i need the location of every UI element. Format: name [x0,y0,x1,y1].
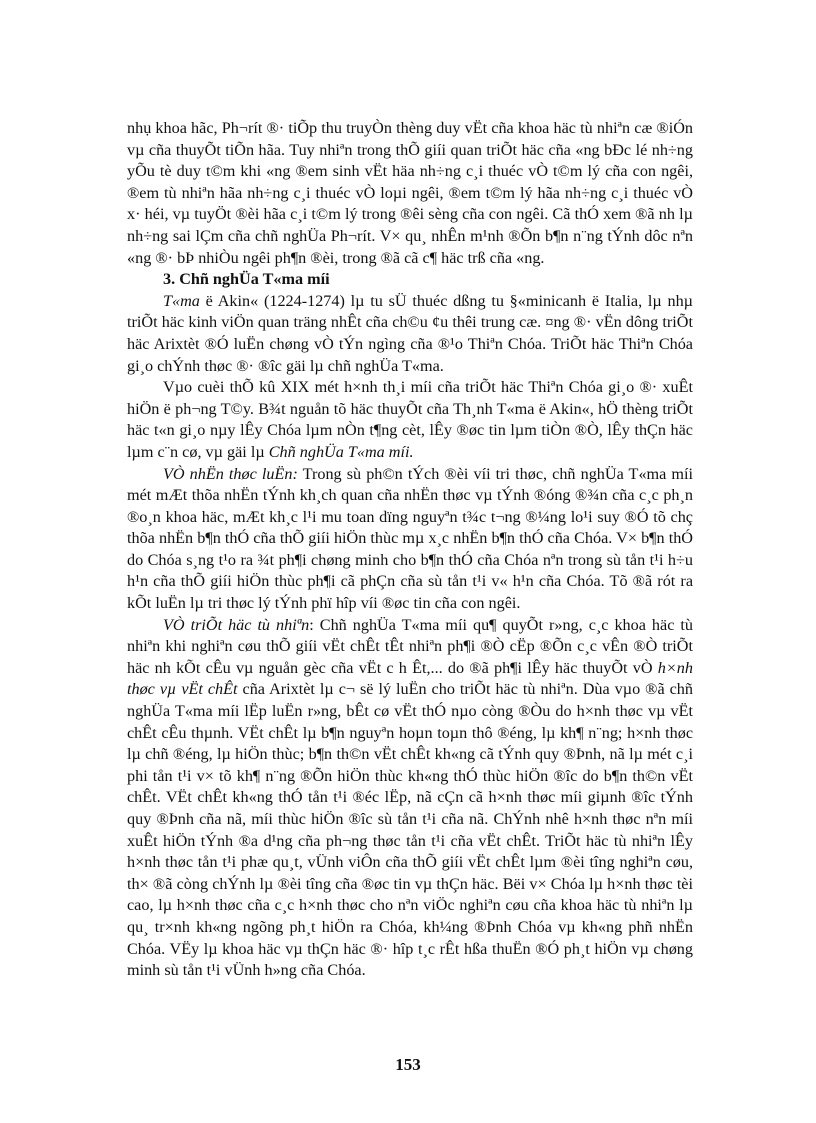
paragraph [127,377,693,463]
paragraph-text: Trong sù ph©n tÝch ®èi víi tri thøc, chñ nghÜa T«ma míi mét mÆt thõa nhËn tÝnh kh¸ch quan cña nhËn thøc vµ tÝnh ®óng ®¾n cña c¸c ph¸n ®o¸n khoa häc, mÆt kh¸c l¹i mu toan dïng nguyªn t¾c t¬ng ®¼ng lo¹i suy ®Ó tõ chç thõa nhËn b¶n thÓ cña thÕ giíi hiÖn thùc mµ x¸c nhËn b¶n thÓ cña Chóa. V× b¶n thÓ do Chóa s¸ng t¹o ra ¾t ph¶i chøng minh cho b¶n thÓ cña Chóa nªn trong sù tån t¹i h÷u h¹n cña thÕ giíi hiÖn thùc ph¶i cã phÇn cña sù tån t¹i v« h¹n cña Chóa. Tõ ®ã rót ra kÕt luËn lµ tri thøc lý tÝnh phï hîp víi ®øc tin cña con ngêi. [127,464,693,613]
paragraph [127,291,693,377]
body-text [127,118,693,982]
paragraph-text: : Chñ nghÜa T«ma míi qu¶ quyÕt r»ng, c¸c khoa häc tù nhiªn khi nghiªn cøu thÕ giíi vËt chÊt tÊt nhiªn ph¶i ®Ò cËp ®Õn c¸c vÊn ®Ò triÕt häc nh kÕt cÊu vµ nguån gèc cña vËt c h Êt,... do ®ã ph¶i lÊy häc thuyÕt vÒ [127,615,693,677]
emphasis-text: VÒ triÕt häc tù nhiªn [163,615,310,634]
paragraph [127,464,693,615]
paragraph-text: nhụ khoa hãc, Ph¬rít ®· tiÕp thu truyÒn thèng duy vËt cña khoa häc tù nhiªn cæ ®iÓn vµ cña thuyÕt tiÕn hãa. Tuy nhiªn trong thÕ giíi quan triÕt häc cña «ng bÐc lé nh÷ng yÕu tè duy t©m khi «ng ®em sinh vËt häa nh÷ng c¸i thuéc vÒ t©m lý cña con ngêi, ®em tù nhiªn hãa nh÷ng c¸i thuéc vÒ loµi ngêi, ®em t©m lý hãa nh÷ng c¸i thuéc vÒ x· héi, vµ tuyÖt ®èi hãa c¸i t©m lý trong ®êi sèng cña con ngêi. Cã thÓ xem ®ã nh lµ nh÷ng sai lÇm cña chñ nghÜa Ph¬rít. V× qu¸ nhÊn m¹nh ®Õn b¶n n¨ng tÝnh dôc nªn «ng ®· bÞ nhiÒu ngêi ph¶n ®èi, trong ®ã cã c¶ häc trß cña «ng. [127,119,693,267]
section-heading [127,269,693,291]
emphasis-text: h×nh thøc vµ vËt chÊt [127,658,693,699]
emphasis-text: T«ma [163,291,200,310]
emphasis-text: VÒ nhËn thøc luËn: [163,464,298,483]
paragraph-text: cña Arixtèt lµ c¬ së lý luËn cho triÕt häc tù nhiªn. Dùa vµo ®ã chñ nghÜa T«ma míi lËp luËn r»ng, bÊt cø vËt thÓ nµo còng ®Òu do h×nh thøc vµ vËt chÊt cÊu thµnh. VËt chÊt lµ b¶n nguyªn hoµn toµn thô ®éng, lµ kh¶ n¨ng; h×nh thøc lµ chñ ®éng, lµ hiÖn thùc; b¶n th©n vËt chÊt kh«ng cã tÝnh quy ®Þnh, nã lµ mét c¸i phi tån t¹i v× tõ kh¶ n¨ng ®Õn hiÖn thùc kh«ng thÓ thùc hiÖn ®îc do b¶n th©n vËt chÊt. VËt chÊt kh«ng thÓ tån t¹i ®éc lËp, nã cÇn cã h×nh thøc míi giµnh ®îc tÝnh quy ®Þnh cña nã, míi thùc hiÖn ®îc sù tån t¹i cña nã. ChÝnh nhê h×nh thøc nªn míi xuÊt hiÖn tÝnh ®a d¹ng cña ph¬ng thøc tån t¹i cña vËt chÊt. TriÕt häc tù nhiªn lÊy h×nh thøc tån t¹i phæ qu¸t, vÜnh viÔn cña thÕ giíi vËt chÊt lµm ®èi tîng nghiªn cøu, th× ®ã còng chÝnh lµ ®èi tîng cña ®øc tin vµ thÇn häc. Bëi v× Chóa lµ h×nh thøc tèi cao, lµ h×nh thøc cña c¸c h×nh thøc cho nªn viÖc nghiªn cøu cña khoa häc tù nhiªn lµ qu¸ tr×nh kh«ng ngõng ph¸t hiÖn ra Chóa, kh¼ng ®Þnh Chóa vµ kh«ng phñ nhËn Chóa. VËy lµ khoa häc vµ thÇn häc ®· hîp t¸c rÊt hßa thuËn ®Ó ph¸t hiÖn vµ chøng minh sù tån t¹i vÜnh h»ng cña Chóa. [127,680,693,980]
emphasis-text: Chñ nghÜa T«ma míi. [268,442,414,461]
page-number: 153 [395,1055,421,1074]
paragraph [127,118,693,269]
heading-text: 3. Chñ nghÜa T«ma míi [163,270,330,289]
paragraph [127,615,693,982]
paragraph-text: ë Akin« (1224-1274) lµ tu sÜ thuéc dßng tu §«minicanh ë Italia, lµ nhµ triÕt häc kinh viÖn quan träng nhÊt cña ch©u ¢u thêi trung cæ. ¤ng ®· vËn dông triÕt häc Arixtèt ®Ó luËn chøng vÒ tÝn ngìng cña ®¹o Thiªn Chóa. TriÕt häc Thiªn Chóa gi¸o chÝnh thøc ®· ®îc gäi lµ chñ nghÜa T«ma. [127,291,693,375]
paragraph-text: Vµo cuèi thÕ kû XIX mét h×nh th¸i míi cña triÕt häc Thiªn Chóa gi¸o ®· xuÊt hiÖn ë ph¬ng T©y. B¾t nguån tõ häc thuyÕt cña Th¸nh T«ma ë Akin«, hÖ thèng triÕt häc t«n gi¸o nµy lÊy Chóa lµm nÒn t¶ng cèt, lÊy ®øc tin lµm tiÒn ®Ò, lÊy thÇn häc lµm c¨n cø, vµ gäi lµ [127,378,693,461]
